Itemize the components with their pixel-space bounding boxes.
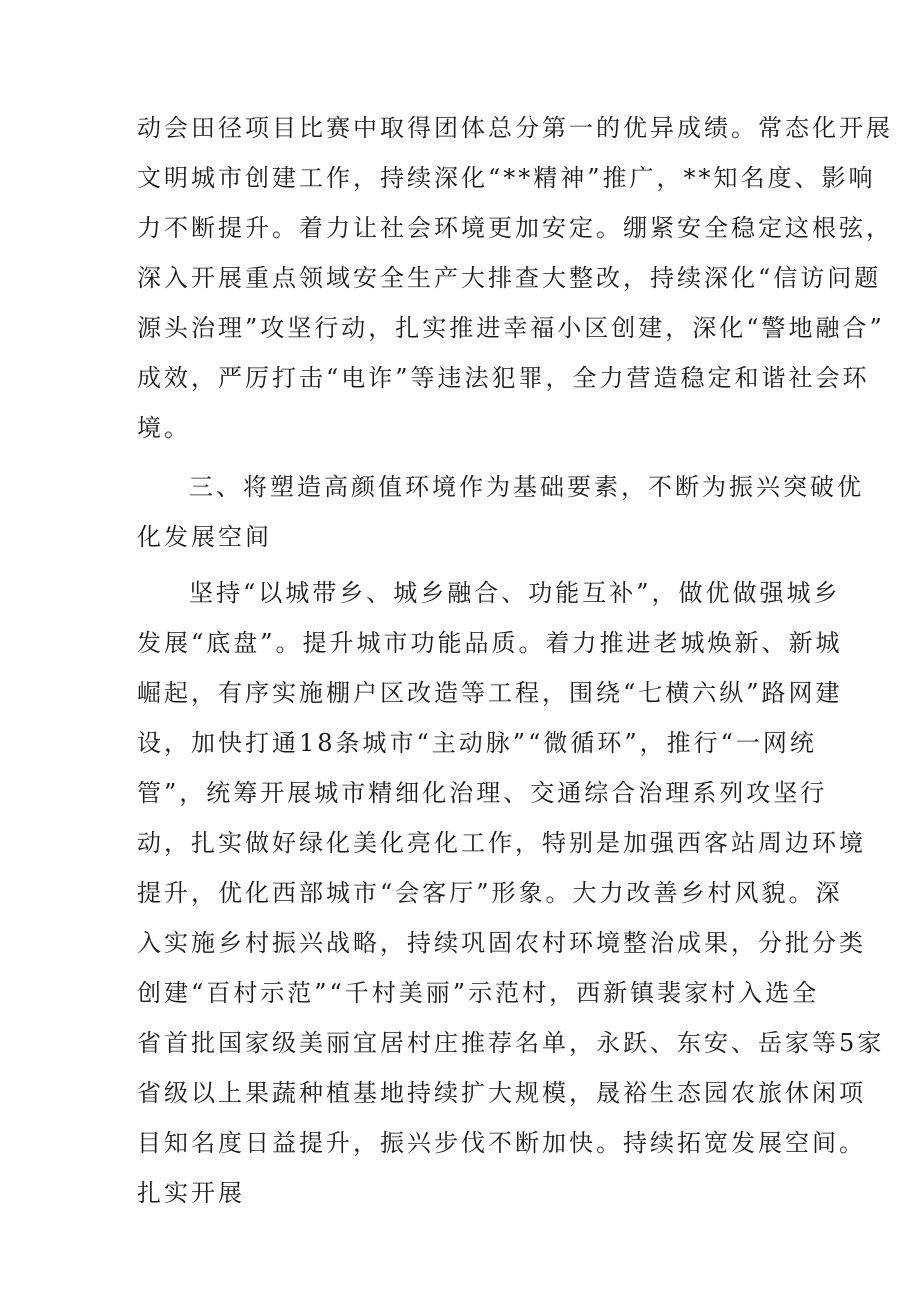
body-paragraph bbox=[137, 568, 885, 1218]
text-line: 境。 bbox=[137, 414, 191, 442]
text-line: 动会田径项目比赛中取得团体总分第一的优异成绩。常态化开展 bbox=[137, 114, 893, 142]
text-line: 设，加快打通18条城市“主动脉”“微循环”，推行“一网统 bbox=[137, 729, 817, 757]
text-line: 省首批国家级美丽宜居村庄推荐名单，永跃、东安、岳家等5家 bbox=[137, 1029, 885, 1057]
text-line: 省级以上果蔬种植基地持续扩大规模，晟裕生态园农旅休闲项 bbox=[137, 1079, 866, 1107]
text-line: 文明城市创建工作，持续深化“**精神”推广，**知名度、影响 bbox=[137, 164, 876, 192]
heading-line: 三、将塑造高颜值环境作为基础要素，不断为振兴突破优 bbox=[189, 473, 864, 501]
text-line: 扎实开展 bbox=[137, 1179, 245, 1207]
text-line: 坚持“以城带乡、城乡融合、功能互补”，做优做强城乡 bbox=[189, 579, 841, 607]
text-line: 目知名度日益提升，振兴步伐不断加快。持续拓宽发展空间。 bbox=[137, 1129, 866, 1157]
text-line: 崛起，有序实施棚户区改造等工程，围绕“七横六纵”路网建 bbox=[137, 679, 843, 707]
text-line: 创建“百村示范”“千村美丽”示范村，西新镇裴家村入选全 bbox=[137, 979, 820, 1007]
section-heading bbox=[137, 462, 864, 562]
text-line: 管”，统筹开展城市精细化治理、交通综合治理系列攻坚行 bbox=[137, 779, 828, 807]
text-line: 动，扎实做好绿化美化亮化工作，特别是加强西客站周边环境 bbox=[137, 829, 866, 857]
text-line: 提升，优化西部城市“会客厅”形象。大力改善乡村风貌。深 bbox=[137, 879, 843, 907]
text-line: 深入开展重点领域安全生产大排查大整改，持续深化“信访问题 bbox=[137, 264, 882, 292]
text-line: 成效，严厉打击“电诈”等违法犯罪，全力营造稳定和谐社会环 bbox=[137, 364, 870, 392]
text-line: 力不断提升。着力让社会环境更加安定。绷紧安全稳定这根弦， bbox=[137, 214, 893, 242]
text-line: 发展“底盘”。提升城市功能品质。着力推进老城焕新、新城 bbox=[137, 629, 843, 657]
text-line: 源头治理”攻坚行动，扎实推进幸福小区创建，深化“警地融合” bbox=[137, 314, 885, 342]
paragraph-continued bbox=[137, 103, 893, 453]
heading-line: 化发展空间 bbox=[137, 523, 272, 551]
text-line: 入实施乡村振兴战略，持续巩固农村环境整治成果，分批分类 bbox=[137, 929, 866, 957]
